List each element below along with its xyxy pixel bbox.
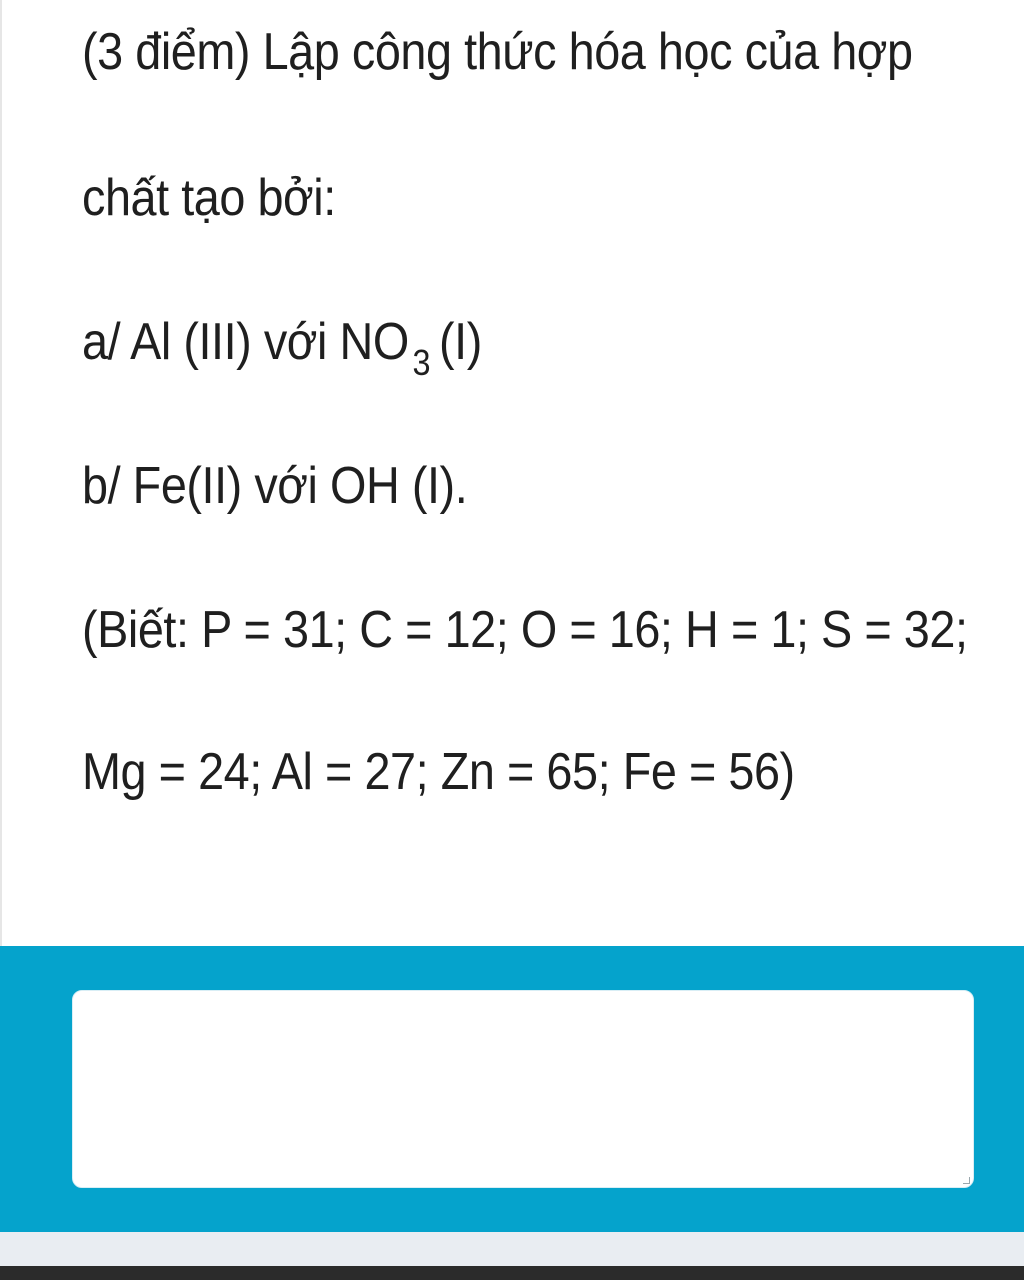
answer-input[interactable]	[72, 990, 974, 1188]
bottom-toolbar	[0, 1232, 1024, 1266]
question-part-b: b/ Fe(II) với OH (I).	[82, 457, 468, 515]
atomic-mass-hint-1: (Biết: P = 31; C = 12; O = 16; H = 1; S = 32;	[82, 601, 968, 659]
answer-panel	[0, 946, 1024, 1232]
resize-grip-icon[interactable]	[963, 1177, 970, 1184]
question-line-1: (3 điểm) Lập công thức hóa học của hợp	[82, 23, 913, 81]
part-a-valence: (I)	[439, 313, 482, 371]
atomic-mass-hint-2: Mg = 24; Al = 27; Zn = 65; Fe = 56)	[82, 743, 795, 801]
part-a-subscript: 3	[412, 342, 431, 383]
question-line-2: chất tạo bởi:	[82, 169, 336, 227]
system-nav-bar	[0, 1266, 1024, 1280]
question-part-a	[82, 312, 482, 383]
part-a-text: a/ Al (III) với NO	[82, 313, 409, 371]
